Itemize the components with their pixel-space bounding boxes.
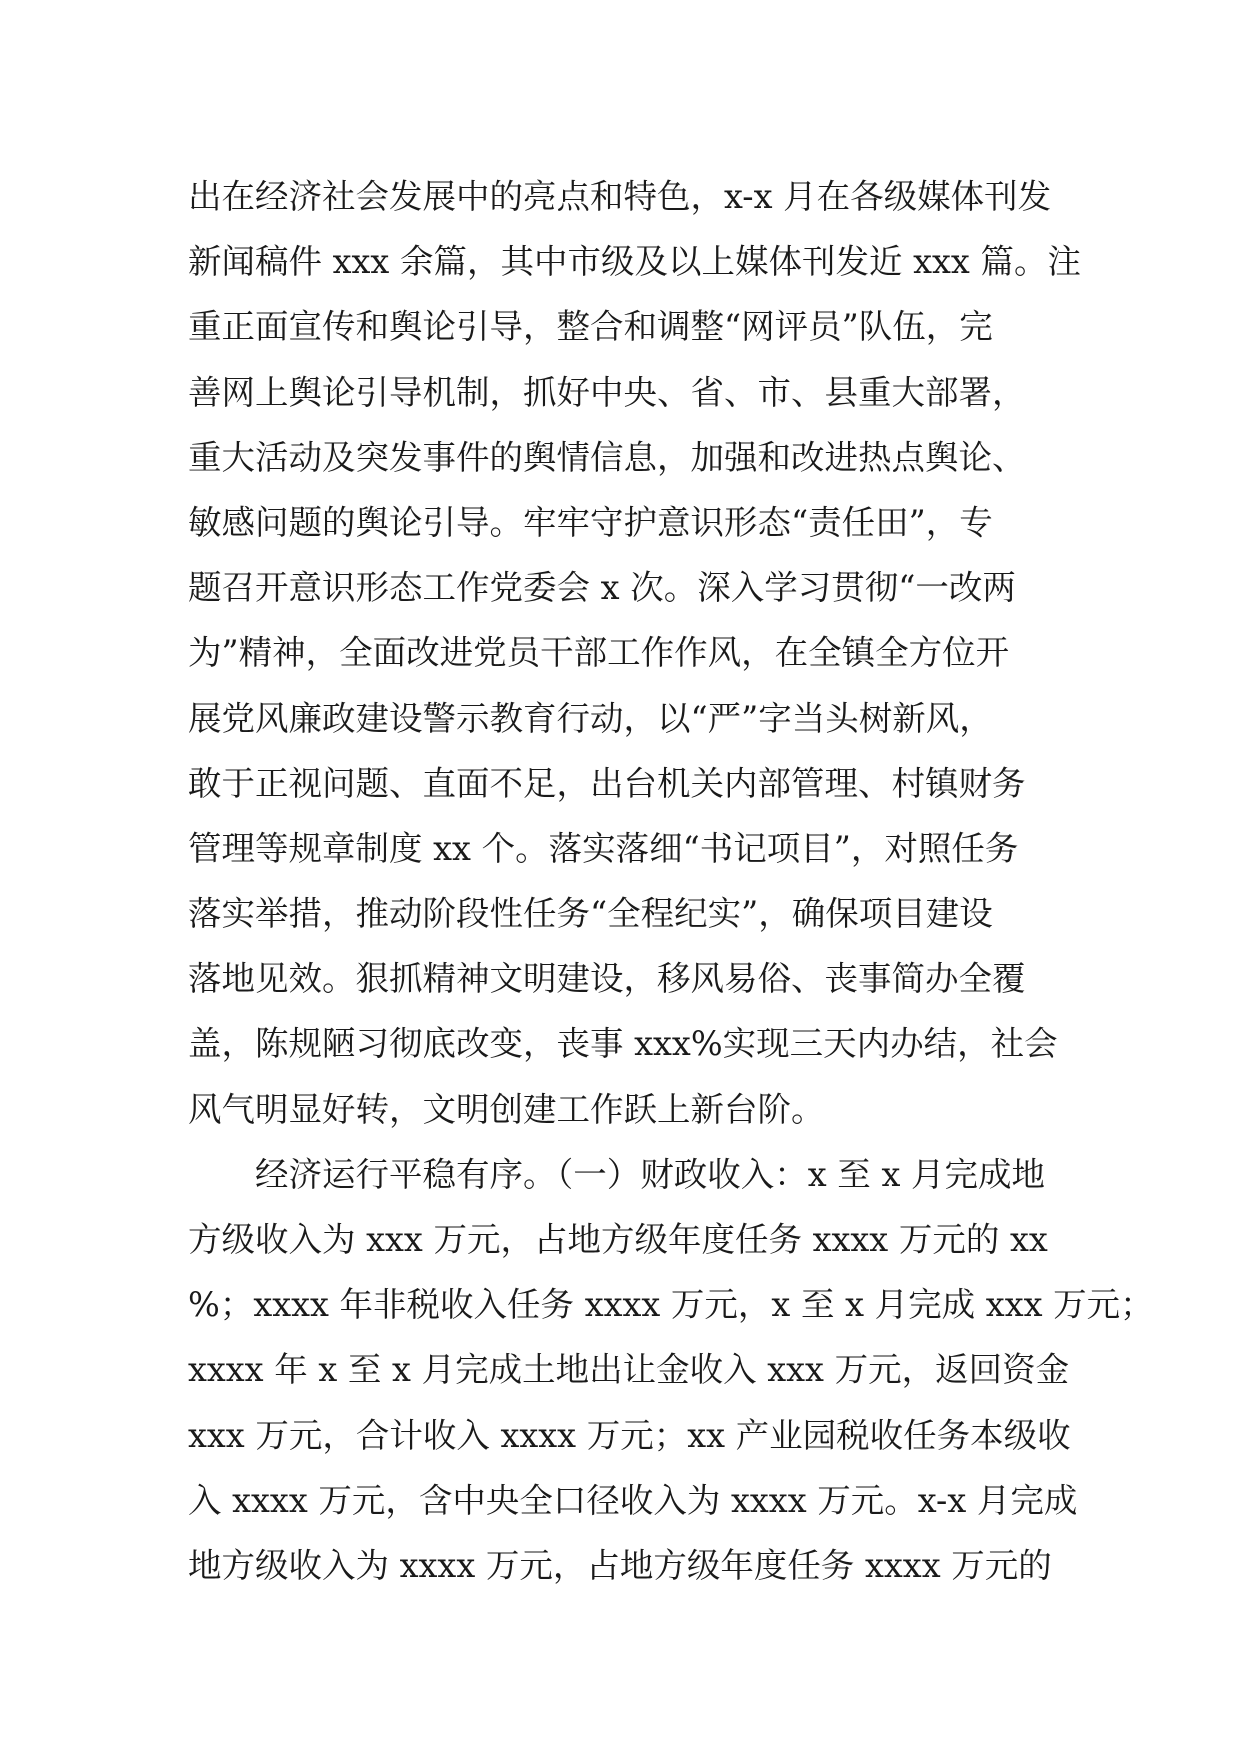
text-line: 题召开意识形态工作党委会 x 次。深入学习贯彻“一改两 bbox=[188, 568, 1016, 608]
text-line: 重大活动及突发事件的舆情信息，加强和改进热点舆论、 bbox=[188, 437, 1026, 477]
text-line: 敏感问题的舆论引导。牢牢守护意识形态“责任田”，专 bbox=[188, 502, 993, 542]
text-line: 落实举措，推动阶段性任务“全程纪实”，确保项目建设 bbox=[188, 894, 993, 934]
text-line: 为”精神，全面改进党员干部工作作风，在全镇全方位开 bbox=[188, 633, 1010, 673]
text-line: 入 xxxx 万元，含中央全口径收入为 xxxx 万元。x-x 月完成 bbox=[188, 1480, 1078, 1520]
text-line: 盖，陈规陋习彻底改变，丧事 xxx%实现三天内办结，社会 bbox=[188, 1024, 1058, 1064]
text-line: 重正面宣传和舆论引导，整合和调整“网评员”队伍，完 bbox=[188, 307, 993, 347]
paragraph-start-line: 经济运行平稳有序。（一）财政收入：x 至 x 月完成地 bbox=[255, 1154, 1045, 1194]
text-line: 管理等规章制度 xx 个。落实落细“书记项目”，对照任务 bbox=[188, 828, 1019, 868]
text-line: 展党风廉政建设警示教育行动，以“严”字当头树新风， bbox=[188, 698, 993, 738]
body-text bbox=[188, 164, 1154, 1598]
text-line: 地方级收入为 xxxx 万元，占地方级年度任务 xxxx 万元的 bbox=[188, 1545, 1052, 1585]
text-line: 方级收入为 xxx 万元，占地方级年度任务 xxxx 万元的 xx bbox=[188, 1220, 1048, 1259]
text-line: 善网上舆论引导机制，抓好中央、省、市、县重大部署， bbox=[188, 372, 1026, 412]
text-line: xxx 万元，合计收入 xxxx 万元；xx 产业园税收任务本级收 bbox=[188, 1415, 1071, 1455]
text-line: 新闻稿件 xxx 余篇，其中市级及以上媒体刊发近 xxx 篇。注 bbox=[188, 242, 1081, 282]
text-line: 风气明显好转，文明创建工作跃上新台阶。 bbox=[188, 1089, 825, 1129]
text-line: 出在经济社会发展中的亮点和特色，x-x 月在各级媒体刊发 bbox=[188, 177, 1052, 216]
text-line: 落地见效。狠抓精神文明建设，移风易俗、丧事简办全覆 bbox=[188, 959, 1026, 999]
text-line: 敢于正视问题、直面不足，出台机关内部管理、村镇财务 bbox=[188, 763, 1026, 803]
text-line: xxxx 年 x 至 x 月完成土地出让金收入 xxx 万元，返回资金 bbox=[188, 1350, 1070, 1390]
text-line: %；xxxx 年非税收入任务 xxxx 万元，x 至 x 月完成 xxx 万元； bbox=[188, 1285, 1154, 1325]
